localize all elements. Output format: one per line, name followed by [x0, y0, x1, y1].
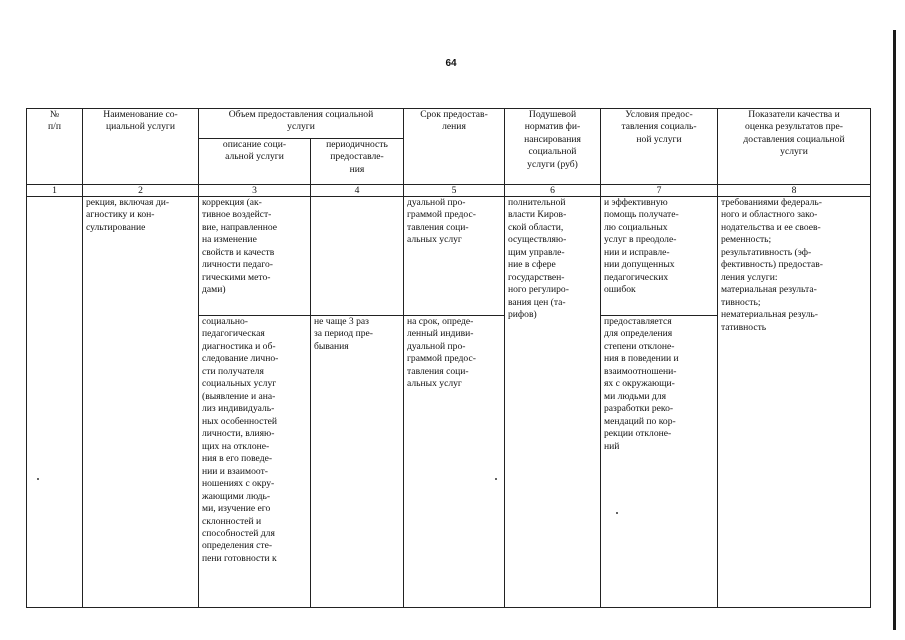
- header-volume-description: описание соци- альной услуги: [199, 139, 311, 185]
- quality-cell: требованиями федераль- ного и областного зако- нодательства и ее своев- ременность; результативность (эф- фективность) предостав- ления услуги: материальная результа- тивность; нематериальная резуль- тативность: [718, 197, 871, 608]
- column-number: 8: [718, 185, 871, 197]
- page-number: 64: [445, 58, 457, 69]
- column-numbers-row: [27, 185, 871, 197]
- social-services-table: [26, 108, 871, 608]
- column-number: 7: [601, 185, 718, 197]
- term-cell: дуальной про- граммой предос- тавления соци- альных услуг: [404, 197, 505, 316]
- header-volume: Объем предоставления социальной услуги: [199, 109, 404, 139]
- header-volume-periodicity: периодичность предоставле- ния: [311, 139, 404, 185]
- financing-norm-cell: полнительной власти Киров- ской области, осуществляю- щим управле- ние в сфере государствен- ного регулиро- вания цен (та- рифов): [505, 197, 601, 608]
- column-number: 5: [404, 185, 505, 197]
- header-service-name: Наименование со- циальной услуги: [83, 109, 199, 185]
- conditions-cell: предоставляется для определения степени отклоне- ния в поведении и взаимоотношени- ях с окружающи- ми людьми для разработки реко- мендаций по кор- рекции отклоне- ний: [601, 316, 718, 608]
- periodicity-cell: не чаще 3 раз за период пре- бывания: [311, 316, 404, 608]
- column-number: 6: [505, 185, 601, 197]
- service-name-cell: рекция, включая ди- агностику и кон- сультирование: [83, 197, 199, 608]
- header-num: № п/п: [27, 109, 83, 185]
- conditions-cell: и эффективную помощь получате- лю социальных услуг в преодоле- нии и исправле- нии допущенных педагогических ошибок: [601, 197, 718, 316]
- scan-edge-shadow: [893, 30, 896, 630]
- header-financing-norm: Подушевой норматив фи- нансирования социальной услуги (руб): [505, 109, 601, 185]
- column-number: 3: [199, 185, 311, 197]
- table-row: [27, 197, 871, 316]
- header-conditions: Условия предос- тавления социаль- ной услуги: [601, 109, 718, 185]
- row-number-cell: [27, 197, 83, 608]
- term-cell: на срок, опреде- ленный индиви- дуальной про- граммой предос- тавления соци- альных услуг: [404, 316, 505, 608]
- description-cell: коррекция (ак- тивное воздейст- вие, направленное на изменение свойств и качеств личности педаго- гическими мето- дами): [199, 197, 311, 316]
- column-number: 4: [311, 185, 404, 197]
- column-number: 2: [83, 185, 199, 197]
- column-number: 1: [27, 185, 83, 197]
- header-quality: Показатели качества и оценка результатов пре- доставления социальной услуги: [718, 109, 871, 185]
- header-term: Срок предостав- ления: [404, 109, 505, 185]
- periodicity-cell: [311, 197, 404, 316]
- description-cell: социально- педагогическая диагностика и об- следование лично- сти получателя социальных услуг (выявление и ана- лиз индивидуаль- ных особенностей личности, влияю- щих на отклоне- ния в его поведе- нии и взаимоот- ношениях с окру- жающими людь- ми, изучение его склонностей и способностей для определения сте- пени готовности к: [199, 316, 311, 608]
